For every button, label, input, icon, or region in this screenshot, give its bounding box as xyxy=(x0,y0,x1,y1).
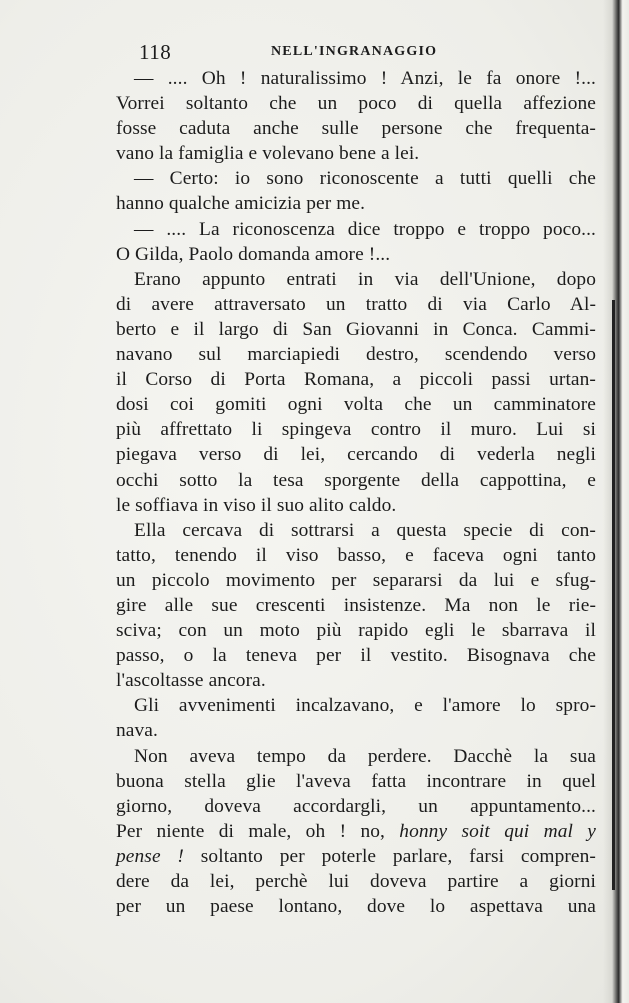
text-segment: soltanto per poterle parlare, farsi compren- xyxy=(200,845,596,867)
text-line: navano sul marciapiedi destro, scendendo verso xyxy=(116,344,596,366)
text-line: giorno, doveva accordargli, un appuntamento... xyxy=(116,795,596,817)
text-line: nava. xyxy=(116,720,158,742)
text-line: — .... Oh ! naturalissimo ! Anzi, le fa onore !... xyxy=(134,68,596,89)
text-line-mixed xyxy=(116,819,596,844)
body-text xyxy=(116,66,596,919)
binding-edge-line xyxy=(612,300,615,890)
text-line: Vorrei soltanto che un poco di quella affezione xyxy=(116,93,596,115)
text-line: buona stella glie l'aveva fatta incontrare in quel xyxy=(116,770,596,792)
italic-phrase: pense ! xyxy=(116,845,184,867)
text-line: Gli avvenimenti incalzavano, e l'amore lo spro- xyxy=(134,695,596,717)
text-line: dosi coi gomiti ogni volta che un camminatore xyxy=(116,394,596,416)
text-segment: Per niente di male, oh ! no, xyxy=(116,820,385,842)
page-header xyxy=(135,40,595,66)
running-title: NELL'INGRANAGGIO xyxy=(271,44,438,59)
text-line: — .... La riconoscenza dice troppo e troppo poco... xyxy=(134,218,596,240)
text-line: O Gilda, Paolo domanda amore !... xyxy=(116,243,391,265)
italic-phrase: honny soit qui mal y xyxy=(399,820,597,842)
text-line: gire alle sue crescenti insistenze. Ma non le rie- xyxy=(116,594,596,616)
text-line: più affrettato li spingeva contro il muro. Lui si xyxy=(116,419,596,441)
text-line: l'ascoltasse ancora. xyxy=(116,670,266,692)
text-line: vano la famiglia e volevano bene a lei. xyxy=(116,143,420,165)
text-line: il Corso di Porta Romana, a piccoli passi urtan- xyxy=(116,369,596,391)
text-line: un piccolo movimento per separarsi da lui e sfug- xyxy=(116,569,596,591)
text-line: hanno qualche amicizia per me. xyxy=(116,193,366,215)
text-line: per un paese lontano, dove lo aspettava una xyxy=(116,896,596,918)
text-line: piegava verso di lei, cercando di vederla negli xyxy=(116,444,596,466)
text-line: sciva; con un moto più rapido egli le sbarrava il xyxy=(116,620,596,642)
page-edge-shadow xyxy=(603,0,629,1003)
text-line: passo, o la teneva per il vestito. Bisognava che xyxy=(116,645,596,667)
page-number: 118 xyxy=(139,40,172,64)
text-line: tatto, tenendo il viso basso, e faceva ogni tanto xyxy=(116,544,596,566)
text-line: Non aveva tempo da perdere. Dacchè la sua xyxy=(134,745,596,767)
text-line: di avere attraversato un tratto di via Carlo Al- xyxy=(116,293,596,315)
text-line: occhi sotto la tesa sporgente della cappottina, e xyxy=(116,469,596,491)
text-line-mixed xyxy=(116,844,596,869)
text-line: le soffiava in viso il suo alito caldo. xyxy=(116,494,397,516)
text-line: fosse caduta anche sulle persone che frequenta- xyxy=(116,118,596,140)
text-line: Ella cercava di sottrarsi a questa specie di con- xyxy=(134,519,596,541)
text-line: Erano appunto entrati in via dell'Unione, dopo xyxy=(134,268,596,290)
text-line: berto e il largo di San Giovanni in Conca. Cammi- xyxy=(116,318,596,340)
text-line: — Certo: io sono riconoscente a tutti quelli che xyxy=(134,168,596,190)
text-line: dere da lei, perchè lui doveva partire a giorni xyxy=(116,871,596,892)
